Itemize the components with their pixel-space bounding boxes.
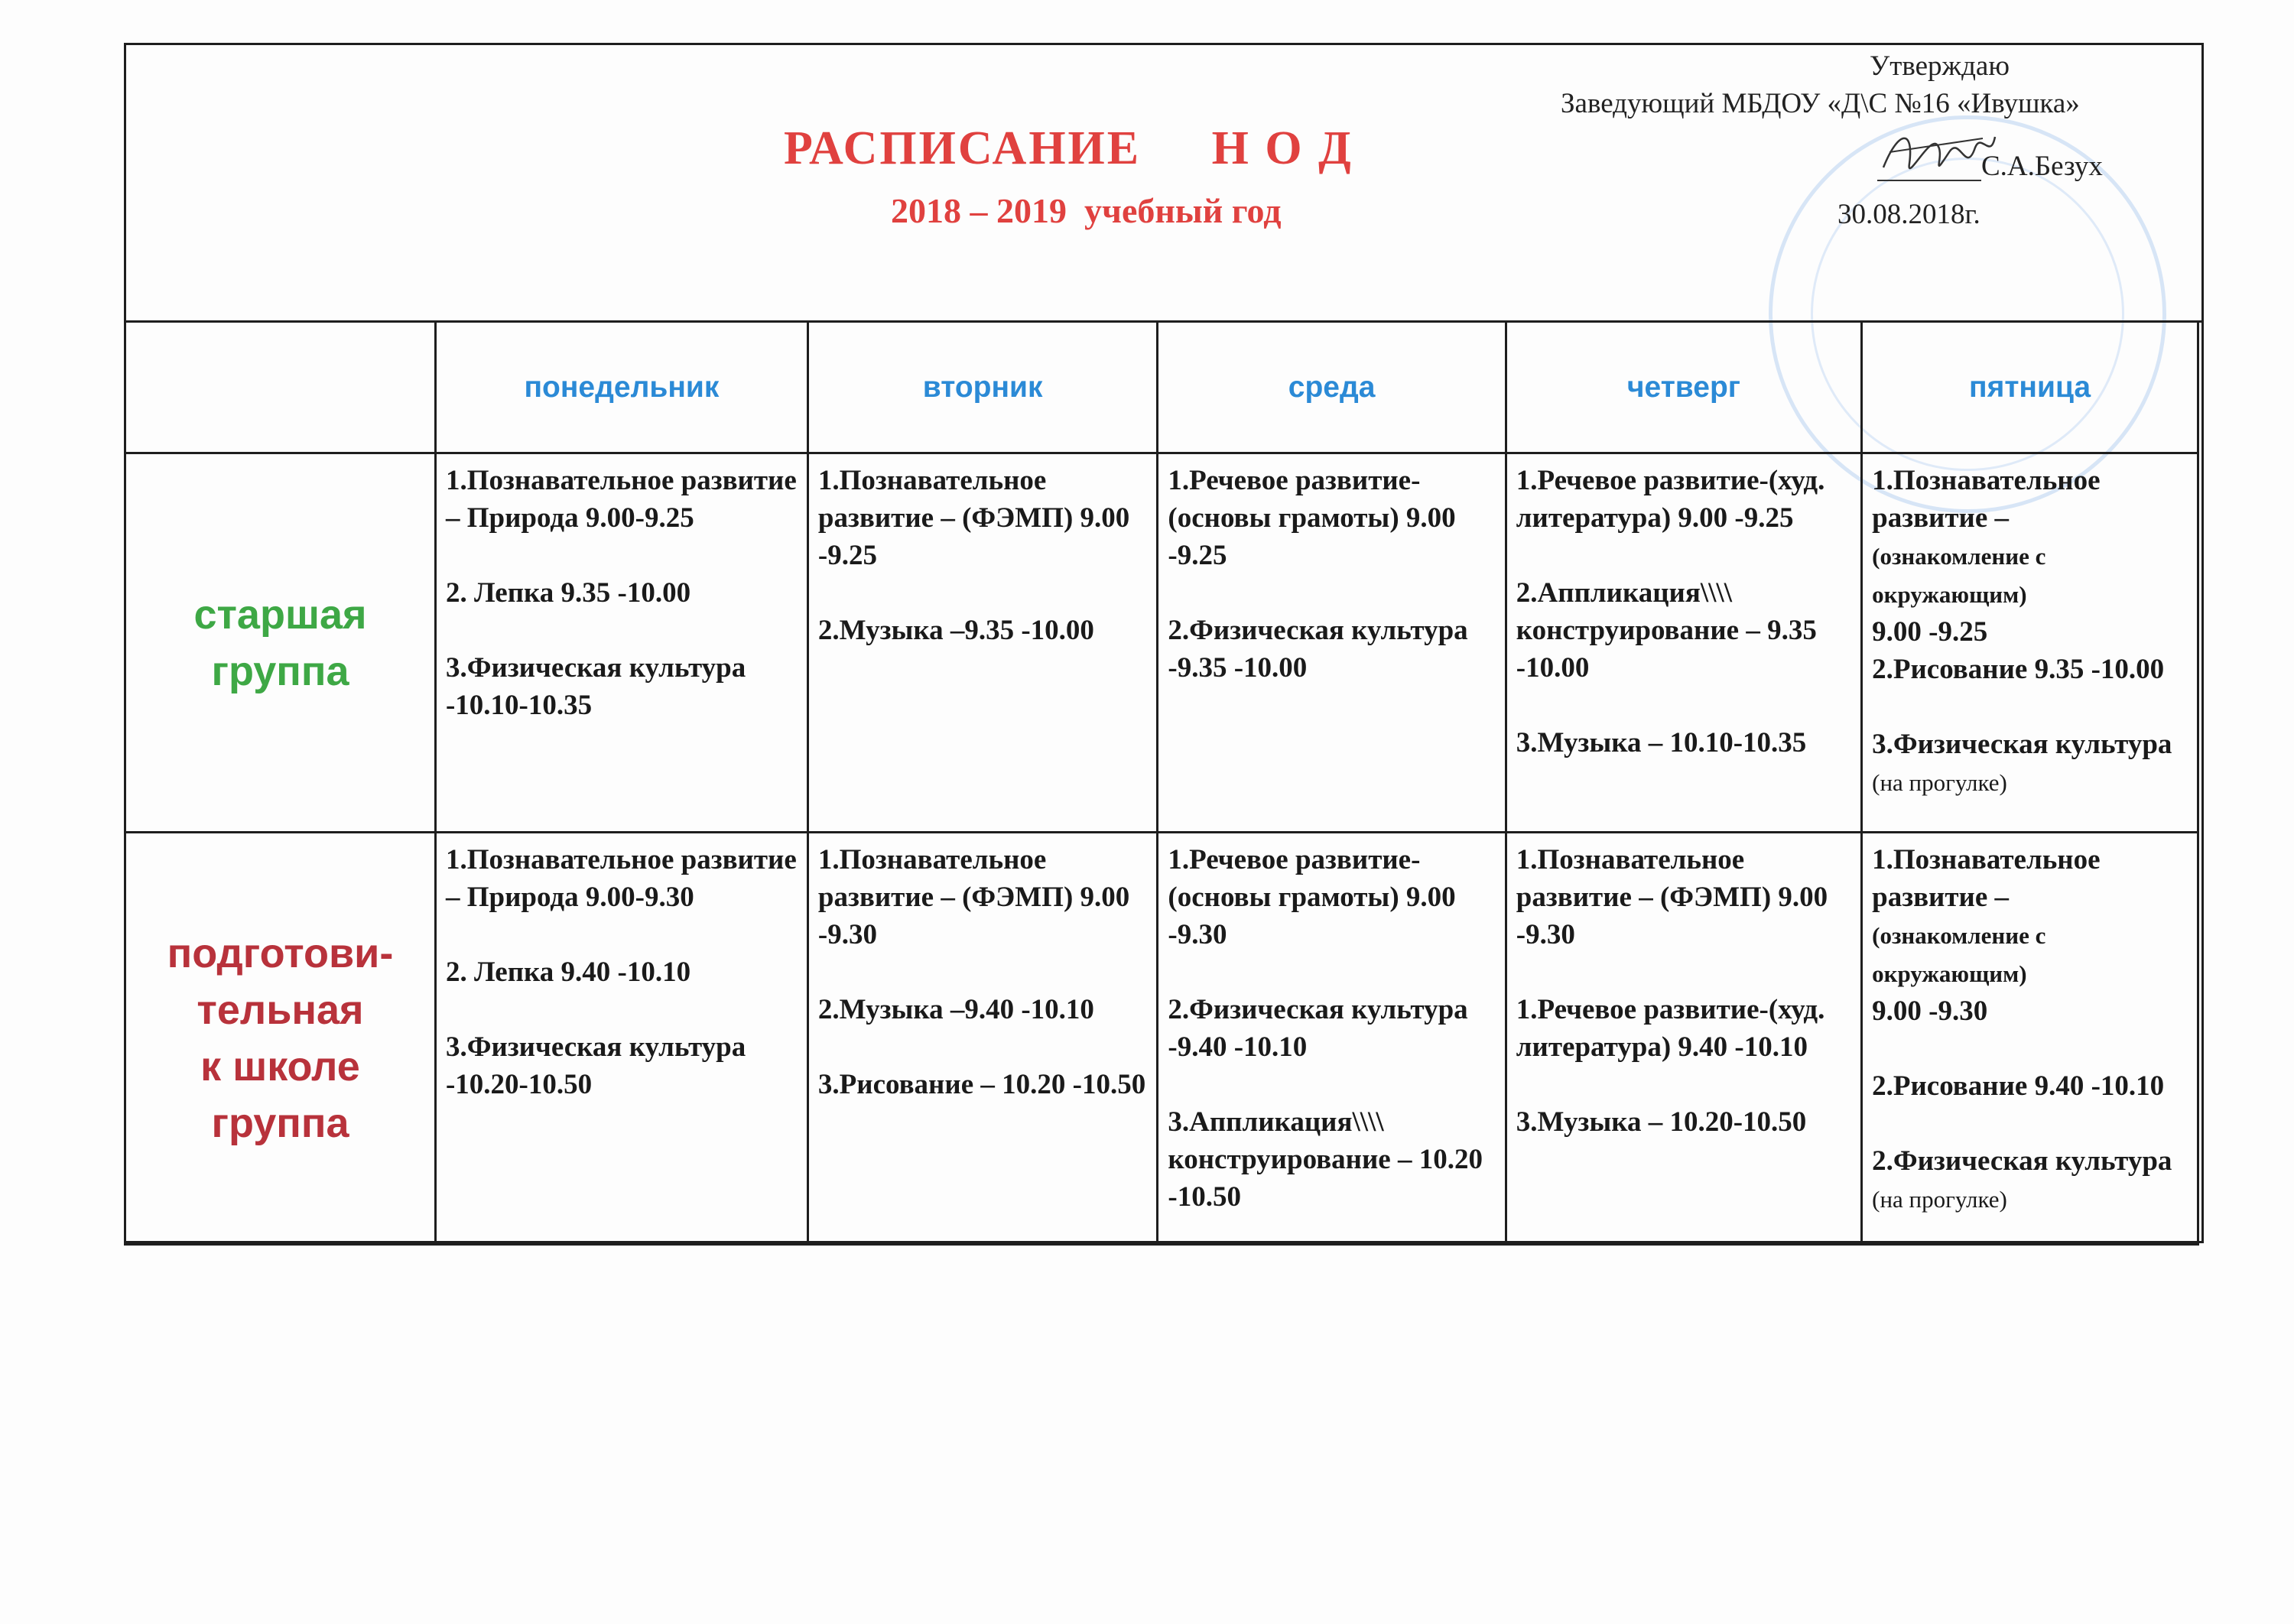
day-thursday: четверг bbox=[1626, 370, 1741, 404]
signature-mark bbox=[1876, 122, 1998, 192]
lesson-item: 1.Речевое развитие-(худ. литература) 9.00 -9.25 bbox=[1516, 465, 1825, 534]
lessons-tuesday bbox=[807, 833, 1157, 1245]
corner-cell bbox=[125, 322, 436, 453]
approval-label: Утверждаю bbox=[1870, 50, 2010, 82]
lesson-item: 1.Познавательное развитие – (ФЭМП) 9.00 -9.30 bbox=[1516, 844, 1828, 950]
lesson-item: 3.Музыка – 10.10-10.35 bbox=[1516, 727, 1807, 758]
approval-date: 30.08.2018г. bbox=[1837, 199, 1980, 230]
lesson-item: 2.Физическая культура -9.35 -10.00 bbox=[1168, 615, 1468, 684]
school-year: 2018 – 2019 учебный год bbox=[891, 191, 1282, 230]
lesson-item: 1.Познавательное развитие – bbox=[1872, 844, 2101, 913]
lesson-item: 1.Познавательное развитие – Природа 9.00-9.30 bbox=[445, 844, 797, 913]
lesson-item: 2.Физическая культура -9.40 -10.10 bbox=[1168, 994, 1468, 1063]
preparatory-group-row bbox=[125, 833, 2198, 1245]
schedule-title: РАСПИСАНИЕ Н О Д bbox=[784, 122, 1353, 174]
lesson-item: 3.Физическая культура bbox=[1872, 729, 2172, 760]
lesson-item: 1.Познавательное развитие – (ФЭМП) 9.00 -9.30 bbox=[817, 844, 1130, 950]
lessons-tuesday bbox=[807, 453, 1157, 833]
schedule-table bbox=[124, 320, 2199, 1246]
day-tuesday: вторник bbox=[922, 370, 1043, 404]
group-name: старшая группа bbox=[193, 591, 367, 694]
lesson-item: 3.Музыка – 10.20-10.50 bbox=[1516, 1106, 1807, 1138]
lesson-item: 2.Аппликация\\\\ конструирование – 9.35 -10.00 bbox=[1516, 577, 1817, 684]
lessons-wednesday bbox=[1158, 833, 1506, 1245]
lesson-item: 1.Речевое развитие-(основы грамоты) 9.00 -9.25 bbox=[1168, 465, 1456, 571]
senior-group-row bbox=[125, 453, 2198, 833]
lesson-time: 9.00 -9.25 bbox=[1872, 616, 1988, 648]
lesson-item: 2. Лепка 9.35 -10.00 bbox=[445, 577, 691, 609]
schedule-header bbox=[126, 45, 2201, 323]
lesson-item: 3.Физическая культура -10.10-10.35 bbox=[445, 652, 746, 721]
lesson-item: 2. Лепка 9.40 -10.10 bbox=[445, 957, 691, 988]
lessons-wednesday bbox=[1158, 453, 1506, 833]
group-name: подготови- тельная к школе группа bbox=[167, 931, 394, 1146]
lesson-note: (на прогулке) bbox=[1872, 769, 2007, 796]
lesson-item: 1.Речевое развитие-(основы грамоты) 9.00 -9.30 bbox=[1168, 844, 1456, 950]
lessons-thursday bbox=[1506, 453, 1861, 833]
lesson-item: 2.Физическая культура bbox=[1872, 1145, 2172, 1177]
group-name-cell bbox=[125, 453, 436, 833]
lesson-item: 1.Познавательное развитие – bbox=[1872, 465, 2101, 534]
lessons-monday bbox=[435, 453, 807, 833]
lessons-monday bbox=[435, 833, 807, 1245]
group-name-cell bbox=[125, 833, 436, 1245]
lesson-item: 2.Рисование 9.35 -10.00 bbox=[1872, 654, 2165, 685]
schedule-sheet bbox=[124, 43, 2204, 1243]
lessons-thursday bbox=[1506, 833, 1861, 1245]
lesson-item: 2.Музыка –9.35 -10.00 bbox=[817, 615, 1094, 646]
lessons-friday bbox=[1862, 453, 2198, 833]
days-header-row bbox=[125, 322, 2198, 453]
lesson-item: 3.Рисование – 10.20 -10.50 bbox=[817, 1069, 1146, 1100]
lesson-note: (ознакомление с окружающим) bbox=[1872, 543, 2046, 608]
lesson-item: 3.Физическая культура -10.20-10.50 bbox=[445, 1031, 746, 1100]
day-wednesday: среда bbox=[1288, 370, 1376, 404]
lesson-item: 2.Рисование 9.40 -10.10 bbox=[1872, 1070, 2165, 1102]
lesson-item: 1.Познавательное развитие – Природа 9.00-9.25 bbox=[445, 465, 797, 534]
day-monday: понедельник bbox=[524, 370, 720, 404]
lesson-item: 1.Познавательное развитие – (ФЭМП) 9.00 -9.25 bbox=[817, 465, 1130, 571]
approver-name: С.А.Безух bbox=[1981, 151, 2103, 182]
lesson-time: 9.00 -9.30 bbox=[1872, 996, 1988, 1027]
lesson-item: 3.Аппликация\\\\ конструирование – 10.20 -10.50 bbox=[1168, 1106, 1483, 1213]
day-friday: пятница bbox=[1969, 370, 2091, 404]
lessons-friday bbox=[1862, 833, 2198, 1245]
lesson-item: 1.Речевое развитие-(худ. литература) 9.40 -10.10 bbox=[1516, 994, 1825, 1063]
approver-position: Заведующий МБДОУ «Д\С №16 «Ивушка» bbox=[1561, 88, 2080, 119]
lesson-item: 2.Музыка –9.40 -10.10 bbox=[817, 994, 1094, 1025]
lesson-note: (на прогулке) bbox=[1872, 1186, 2007, 1213]
lesson-note: (ознакомление с окружающим) bbox=[1872, 922, 2046, 987]
signature-line bbox=[1877, 180, 1981, 181]
